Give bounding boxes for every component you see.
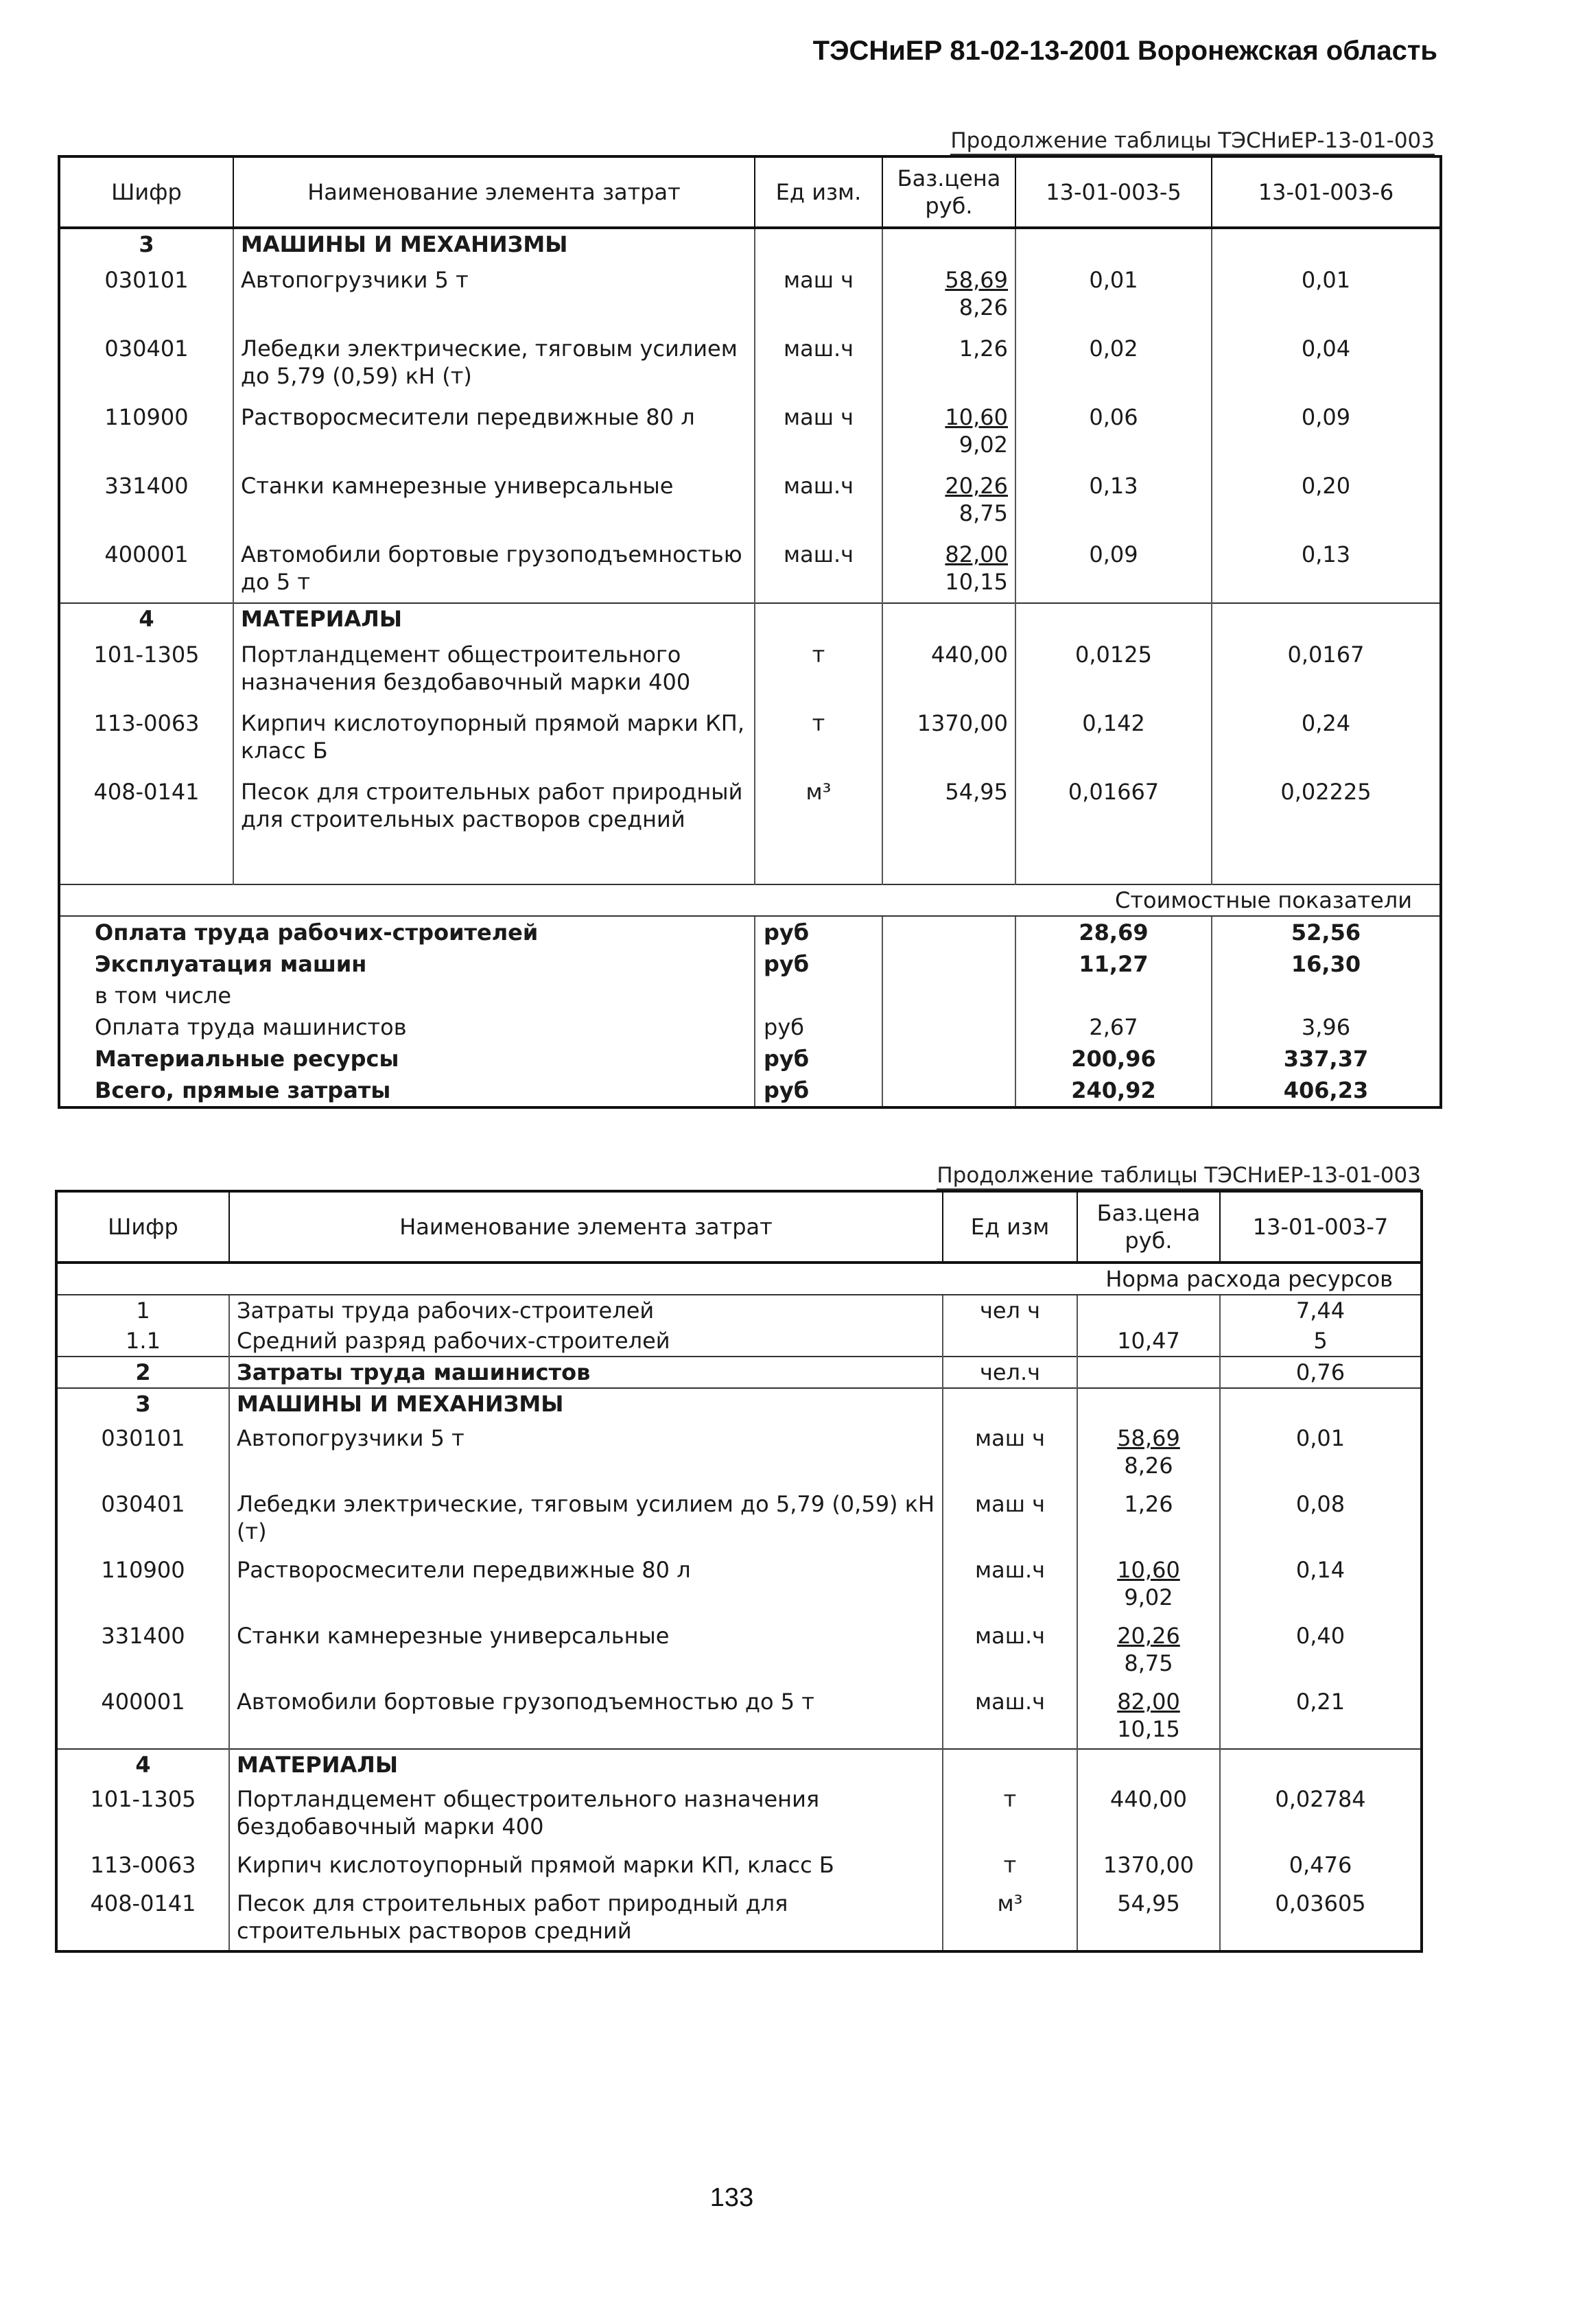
empty-cell (233, 840, 755, 884)
empty-cell (882, 916, 1015, 948)
empty-cell (1220, 1749, 1422, 1780)
resource-code: 113-0063 (93, 710, 200, 736)
resource-name: Станки камнерезные универсальные (229, 1617, 943, 1682)
base-price-wages: 10,15 (1117, 1716, 1180, 1742)
unit-cell (943, 1326, 1077, 1357)
base-price-wages: 8,75 (959, 500, 1008, 526)
empty-cell (1212, 840, 1441, 884)
table-row (59, 259, 1441, 328)
labor-row (56, 1326, 1422, 1357)
base-price-wages: 8,26 (959, 294, 1008, 320)
table-row (56, 1846, 1422, 1884)
norm-value-7: 5 (1220, 1326, 1422, 1357)
base-price: 1,26 (1124, 1491, 1173, 1517)
table-row (59, 634, 1441, 703)
summary-value-5 (1015, 980, 1212, 1011)
col-code-header: Шифр (59, 156, 233, 228)
table-row (56, 1617, 1422, 1682)
resource-name: Лебедки электрические, тяговым усилием до 5,79 (0,59) кН (т) (233, 328, 755, 397)
base-price: 1370,00 (1103, 1852, 1195, 1878)
col-price-header: Баз.цена руб. (882, 156, 1015, 228)
labor-name: Средний разряд рабочих-строителей (229, 1326, 943, 1357)
table1-header (59, 156, 1441, 228)
base-price: 20,26 (945, 473, 1008, 499)
base-price: 1,26 (959, 336, 1008, 362)
empty-cell (882, 1011, 1015, 1043)
base-price: 58,69 (1117, 1425, 1180, 1451)
section-code: 4 (59, 603, 233, 634)
section-code: 3 (59, 228, 233, 259)
norm-value-5: 0,13 (1015, 465, 1212, 534)
resource-code: 110900 (101, 1557, 185, 1583)
resource-code: 408-0141 (90, 1890, 196, 1916)
col-unit-header: Ед изм. (755, 156, 882, 228)
unit-cell: маш ч (943, 1485, 1077, 1551)
norm-value-7: 0,03605 (1220, 1884, 1422, 1951)
empty-cell (755, 228, 882, 259)
base-price-cell (1077, 1551, 1220, 1617)
resource-name: Песок для строительных работ природный для строительных растворов средний (233, 771, 755, 840)
page-number: 133 (709, 2183, 754, 2212)
labor-code: 1.1 (126, 1328, 161, 1354)
norm-value-5: 0,02 (1015, 328, 1212, 397)
resource-table-1 (58, 155, 1442, 1109)
unit-cell: маш.ч (755, 465, 882, 534)
section-row (59, 228, 1441, 259)
base-price: 82,00 (1117, 1689, 1180, 1715)
resource-name: Портландцемент общестроительного назначения бездобавочный марки 400 (229, 1780, 943, 1846)
norm-value-5: 0,01667 (1015, 771, 1212, 840)
section-row (56, 1388, 1422, 1419)
table-row (56, 1551, 1422, 1617)
resource-code: 030101 (101, 1425, 185, 1451)
summary-row (59, 1011, 1441, 1043)
summary-value-5: 200,96 (1015, 1043, 1212, 1075)
norm-value-7: 0,21 (1220, 1682, 1422, 1749)
unit-cell: чел.ч (943, 1357, 1077, 1388)
base-price-cell (1077, 1419, 1220, 1485)
resource-name: Автопогрузчики 5 т (233, 259, 755, 328)
base-price-cell (1077, 1682, 1220, 1749)
empty-cell (1015, 228, 1212, 259)
empty-cell (882, 840, 1015, 884)
norm-value-7: 0,476 (1220, 1846, 1422, 1884)
table2-caption: Продолжение таблицы ТЭСНиЕР-13-01-003 (937, 1162, 1421, 1190)
norm-header-row (56, 1263, 1422, 1295)
summary-row (59, 948, 1441, 980)
summary-label: Оплата труда машинистов (95, 1014, 407, 1040)
resource-name: Песок для строительных работ природный для строительных растворов средний (229, 1884, 943, 1951)
resource-code: 030401 (101, 1491, 185, 1517)
base-price-cell (882, 397, 1015, 465)
summary-value-5: 2,67 (1015, 1011, 1212, 1043)
norm-value-7: 0,08 (1220, 1485, 1422, 1551)
empty-cell (1077, 1749, 1220, 1780)
base-price-cell (882, 259, 1015, 328)
norm-value-7: 7,44 (1220, 1295, 1422, 1326)
summary-value-6: 406,23 (1212, 1075, 1441, 1107)
base-price (1077, 1295, 1220, 1326)
summary-unit: руб (755, 1043, 882, 1075)
resource-code: 408-0141 (93, 779, 200, 805)
base-price: 440,00 (1110, 1786, 1187, 1812)
summary-row (59, 1075, 1441, 1107)
norm-consumption-header: Норма расхода ресурсов (56, 1263, 1422, 1295)
base-price-cell (1077, 1780, 1220, 1846)
base-price-cell (1077, 1617, 1220, 1682)
norm-value-5: 0,0125 (1015, 634, 1212, 703)
labor-name: Затраты труда рабочих-строителей (229, 1295, 943, 1326)
unit-cell: т (755, 703, 882, 771)
norm-value-6: 0,13 (1212, 534, 1441, 603)
base-price-wages: 9,02 (1124, 1584, 1173, 1610)
unit-cell: маш.ч (755, 328, 882, 397)
norm-value-6: 0,24 (1212, 703, 1441, 771)
table-row (59, 703, 1441, 771)
norm-value-6: 0,01 (1212, 259, 1441, 328)
resource-name: Автопогрузчики 5 т (229, 1419, 943, 1485)
base-price-cell (882, 328, 1015, 397)
table1-caption: Продолжение таблицы ТЭСНиЕР-13-01-003 (950, 128, 1435, 155)
table-row (59, 397, 1441, 465)
spacer-row (59, 840, 1441, 884)
empty-cell (882, 1075, 1015, 1107)
table-row (56, 1780, 1422, 1846)
col-norm-6-header: 13-01-003-6 (1212, 156, 1441, 228)
cost-indicators-header: Стоимостные показатели (59, 884, 1441, 916)
norm-value-6: 0,04 (1212, 328, 1441, 397)
section-row (56, 1749, 1422, 1780)
summary-value-6 (1212, 980, 1441, 1011)
empty-cell (882, 948, 1015, 980)
norm-value-7: 0,14 (1220, 1551, 1422, 1617)
summary-value-6: 3,96 (1212, 1011, 1441, 1043)
norm-value-6: 0,02225 (1212, 771, 1441, 840)
base-price: 58,69 (945, 267, 1008, 293)
norm-value-7: 0,02784 (1220, 1780, 1422, 1846)
resource-name: Автомобили бортовые грузоподъемностью до 5 т (229, 1682, 943, 1749)
col-unit-header: Ед изм (943, 1191, 1077, 1263)
summary-row (59, 1043, 1441, 1075)
labor-name: Затраты труда машинистов (229, 1357, 943, 1388)
resource-code: 030401 (104, 336, 189, 362)
unit-cell: маш.ч (943, 1551, 1077, 1617)
unit-cell: маш ч (943, 1419, 1077, 1485)
col-code-header: Шифр (56, 1191, 229, 1263)
base-price-cell (1077, 1485, 1220, 1551)
summary-value-6: 52,56 (1212, 916, 1441, 948)
resource-table-2 (55, 1190, 1423, 1953)
base-price-wages: 8,75 (1124, 1650, 1173, 1676)
section-title: МАШИНЫ И МЕХАНИЗМЫ (229, 1388, 943, 1419)
empty-cell (1015, 840, 1212, 884)
table-row (59, 328, 1441, 397)
norm-value-5: 0,01 (1015, 259, 1212, 328)
empty-cell (1212, 228, 1441, 259)
table-row (56, 1884, 1422, 1951)
summary-unit: руб (755, 1075, 882, 1107)
resource-code: 101-1305 (90, 1786, 196, 1812)
unit-cell: маш.ч (943, 1682, 1077, 1749)
empty-cell (1212, 603, 1441, 634)
base-price: 10,47 (1077, 1326, 1220, 1357)
summary-value-5: 240,92 (1015, 1075, 1212, 1107)
unit-cell: м³ (755, 771, 882, 840)
base-price-cell (882, 634, 1015, 703)
summary-value-6: 16,30 (1212, 948, 1441, 980)
summary-value-6: 337,37 (1212, 1043, 1441, 1075)
table-row (59, 465, 1441, 534)
empty-cell (882, 1043, 1015, 1075)
table-row (59, 534, 1441, 603)
summary-value-5: 11,27 (1015, 948, 1212, 980)
labor-code: 2 (56, 1357, 229, 1388)
resource-name: Растворосмесители передвижные 80 л (229, 1551, 943, 1617)
section-title: МАТЕРИАЛЫ (233, 603, 755, 634)
base-price: 10,60 (945, 404, 1008, 430)
norm-value-6: 0,09 (1212, 397, 1441, 465)
labor-row (56, 1295, 1422, 1326)
summary-unit: руб (755, 916, 882, 948)
norm-value-7: 0,01 (1220, 1419, 1422, 1485)
empty-cell (1220, 1388, 1422, 1419)
col-norm-7-header: 13-01-003-7 (1220, 1191, 1422, 1263)
summary-label: Всего, прямые затраты (95, 1077, 391, 1103)
section-row (59, 603, 1441, 634)
base-price: 440,00 (931, 642, 1008, 668)
cost-header-row (59, 884, 1441, 916)
base-price-cell (1077, 1846, 1220, 1884)
base-price-cell (882, 534, 1015, 603)
norm-value-7: 0,76 (1220, 1357, 1422, 1388)
resource-name: Кирпич кислотоупорный прямой марки КП, класс Б (229, 1846, 943, 1884)
base-price: 20,26 (1117, 1623, 1180, 1649)
base-price: 1370,00 (917, 710, 1008, 736)
empty-cell (882, 603, 1015, 634)
summary-unit: руб (755, 948, 882, 980)
base-price (1077, 1357, 1220, 1388)
resource-name: Станки камнерезные универсальные (233, 465, 755, 534)
norm-value-6: 0,20 (1212, 465, 1441, 534)
summary-label: Эксплуатация машин (95, 951, 367, 977)
norm-value-7: 0,40 (1220, 1617, 1422, 1682)
labor-code: 1 (136, 1298, 150, 1324)
empty-cell (882, 228, 1015, 259)
table-row (56, 1682, 1422, 1749)
table-row (56, 1485, 1422, 1551)
norm-value-6: 0,0167 (1212, 634, 1441, 703)
base-price-wages: 9,02 (959, 432, 1008, 458)
unit-cell: т (943, 1846, 1077, 1884)
resource-code: 101-1305 (93, 642, 200, 668)
col-norm-5-header: 13-01-003-5 (1015, 156, 1212, 228)
resource-code: 331400 (101, 1623, 185, 1649)
resource-code: 113-0063 (90, 1852, 196, 1878)
document-header-title: ТЭСНиЕР 81-02-13-2001 Воронежская область (812, 36, 1437, 66)
summary-value-5: 28,69 (1015, 916, 1212, 948)
summary-row (59, 980, 1441, 1011)
base-price-cell (882, 465, 1015, 534)
unit-cell: т (943, 1780, 1077, 1846)
empty-cell (943, 1749, 1077, 1780)
col-name-header: Наименование элемента затрат (233, 156, 755, 228)
empty-cell (755, 603, 882, 634)
norm-value-5: 0,09 (1015, 534, 1212, 603)
base-price-wages: 10,15 (945, 569, 1008, 595)
base-price-cell (882, 703, 1015, 771)
summary-label: Оплата труда рабочих-строителей (95, 919, 539, 946)
empty-cell (943, 1388, 1077, 1419)
table-row (59, 771, 1441, 840)
resource-code: 030101 (104, 267, 189, 293)
resource-name: Автомобили бортовые грузоподъемностью до 5 т (233, 534, 755, 603)
section-code: 3 (56, 1388, 229, 1419)
labor-row (56, 1357, 1422, 1388)
table-row (56, 1419, 1422, 1485)
empty-cell (1077, 1388, 1220, 1419)
base-price: 54,95 (1117, 1890, 1180, 1916)
unit-cell: маш.ч (943, 1617, 1077, 1682)
unit-cell: маш.ч (755, 534, 882, 603)
base-price: 54,95 (945, 779, 1008, 805)
unit-cell: чел ч (943, 1295, 1077, 1326)
table2-header (56, 1191, 1422, 1263)
unit-cell: маш ч (755, 397, 882, 465)
resource-code: 400001 (104, 541, 189, 567)
unit-cell: м³ (943, 1884, 1077, 1951)
empty-cell (882, 980, 1015, 1011)
base-price-cell (882, 771, 1015, 840)
resource-name: Портландцемент общестроительного назначения бездобавочный марки 400 (233, 634, 755, 703)
resource-name: Кирпич кислотоупорный прямой марки КП, класс Б (233, 703, 755, 771)
base-price-wages: 8,26 (1124, 1453, 1173, 1479)
summary-label: Материальные ресурсы (95, 1046, 399, 1072)
unit-cell: маш ч (755, 259, 882, 328)
norm-value-5: 0,142 (1015, 703, 1212, 771)
base-price: 10,60 (1117, 1557, 1180, 1583)
summary-label: в том числе (95, 983, 231, 1009)
section-code: 4 (56, 1749, 229, 1780)
resource-code: 110900 (104, 404, 189, 430)
section-title: МАТЕРИАЛЫ (229, 1749, 943, 1780)
empty-cell (59, 840, 233, 884)
empty-cell (755, 840, 882, 884)
summary-unit (755, 980, 882, 1011)
base-price: 82,00 (945, 541, 1008, 567)
resource-code: 331400 (104, 473, 189, 499)
norm-value-5: 0,06 (1015, 397, 1212, 465)
summary-row (59, 916, 1441, 948)
summary-unit: руб (755, 1011, 882, 1043)
resource-name: Растворосмесители передвижные 80 л (233, 397, 755, 465)
col-name-header: Наименование элемента затрат (229, 1191, 943, 1263)
resource-code: 400001 (101, 1689, 185, 1715)
col-price-header: Баз.цена руб. (1077, 1191, 1220, 1263)
base-price-cell (1077, 1884, 1220, 1951)
section-title: МАШИНЫ И МЕХАНИЗМЫ (233, 228, 755, 259)
unit-cell: т (755, 634, 882, 703)
empty-cell (1015, 603, 1212, 634)
resource-name: Лебедки электрические, тяговым усилием до 5,79 (0,59) кН (т) (229, 1485, 943, 1551)
